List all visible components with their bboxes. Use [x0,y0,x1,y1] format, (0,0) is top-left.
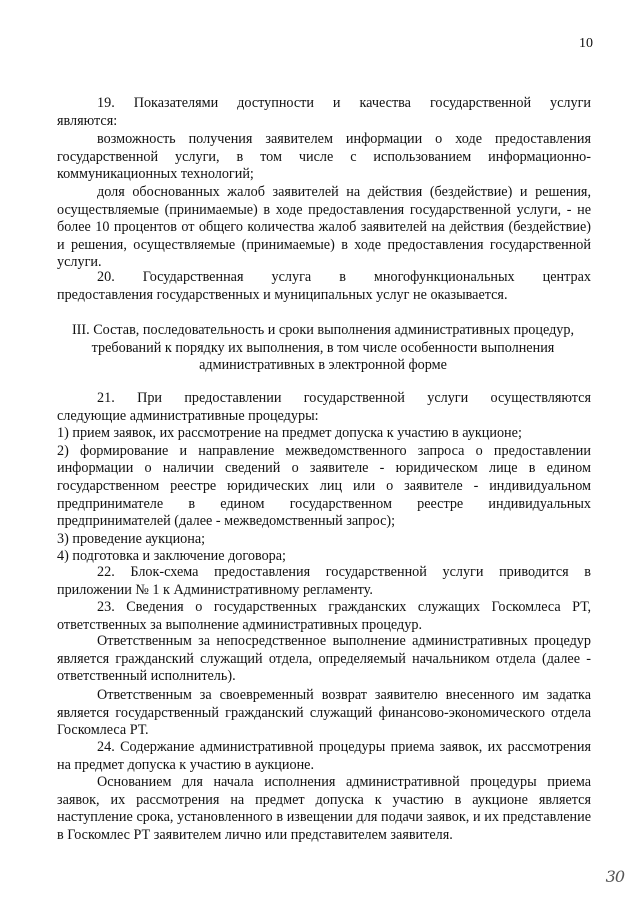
paragraph-23 [57,599,591,634]
paragraph-19-item-a [57,131,591,184]
section-heading [40,322,606,375]
handwritten-page-mark: 30 [605,867,624,886]
paragraph-19-item-b [57,184,591,272]
paragraph-21-line-2: следующие административные процедуры: [57,407,319,424]
list-item-1: 1) прием заявок, их рассмотрение на предмет допуска к участию в аукционе; [57,425,522,442]
page-number: 10 [579,36,593,51]
paragraph-19-line-2: являются: [57,112,118,129]
list-item-3: 3) проведение аукциона; [57,530,206,547]
paragraph-24 [57,739,591,774]
paragraph-21-line-1: 21. При предоставлении государственной услуги осуществляются [97,390,591,406]
list-item-4: 4) подготовка и заключение договора; [57,548,286,565]
section-heading-line-3: административных в электронной форме [199,357,447,374]
paragraph-23-deposit [57,687,591,740]
paragraph-19 [57,95,591,130]
paragraph-20-line-2: предоставления государственных и муниципальных услуг не оказывается. [57,286,508,303]
paragraph-19-item-a-text: возможность получения заявителем информации о ходе предоставления государственной услуги, в том числе с использованием информационно-коммуникационных технологий; [57,131,591,183]
paragraph-24-text: 24. Содержание административной процедуры приема заявок, их рассмотрения на предмет допуска к участию в аукционе. [57,739,591,773]
paragraph-21 [57,390,591,566]
paragraph-24-basis [57,774,591,844]
paragraph-23-deposit-text: Ответственным за своевременный возврат заявителю внесенного им задатка является государственный гражданский служащий финансово-экономического отдела Госкомлеса РТ. [57,687,591,739]
paragraph-19-item-b-text: доля обоснованных жалоб заявителей на действия (бездействие) и решения, осуществляемые (принимаемые) в ходе предоставления государственной услуги, - не более 10 процентов от общего количества жалоб заявителей на действия (бездействие) и решения, осуществляемые (принимаемые) в ходе предоставления государственной услуги. [57,184,591,271]
paragraph-23-text: 23. Сведения о государственных гражданских служащих Госкомлеса РТ, ответственных за выполнение административных процедур. [57,599,591,633]
paragraph-22 [57,564,591,599]
paragraph-24-basis-text: Основанием для начала исполнения административной процедуры приема заявок, их рассмотрения на предмет допуска к участию в аукционе является наступление срока, установленного в извещении для подачи заявок, и их представление в Госкомлес РТ заявителем лично или представителем заявителя. [57,774,591,843]
list-item-2: 2) формирование и направление межведомственного запроса о предоставлении информации о наличии сведений о заявителе - юридическом лице в едином государственном реестре юридических лиц или о заявителе - индивидуальном предпринимателе в едином государственном реестре индивидуальных предпринимателей (далее - межведомственный запрос); [57,442,591,530]
paragraph-19-line-1: 19. Показателями доступности и качества государственной услуги [97,95,591,111]
section-heading-line-2: требований к порядку их выполнения, в том числе особенности выполнения [91,339,555,356]
paragraph-22-text: 22. Блок-схема предоставления государственной услуги приводится в приложении № 1 к Административному регламенту. [57,564,591,598]
paragraph-23-responsible [57,633,591,686]
paragraph-20-line-1: 20. Государственная услуга в многофункциональных центрах [97,269,591,285]
section-heading-line-1: III. Состав, последовательность и сроки выполнения административных процедур, [71,322,575,338]
paragraph-23-responsible-text: Ответственным за непосредственное выполнение административных процедур является гражданский служащий отдела, определяемый начальником отдела (далее - ответственный исполнитель). [57,633,591,685]
paragraph-20 [57,269,591,304]
